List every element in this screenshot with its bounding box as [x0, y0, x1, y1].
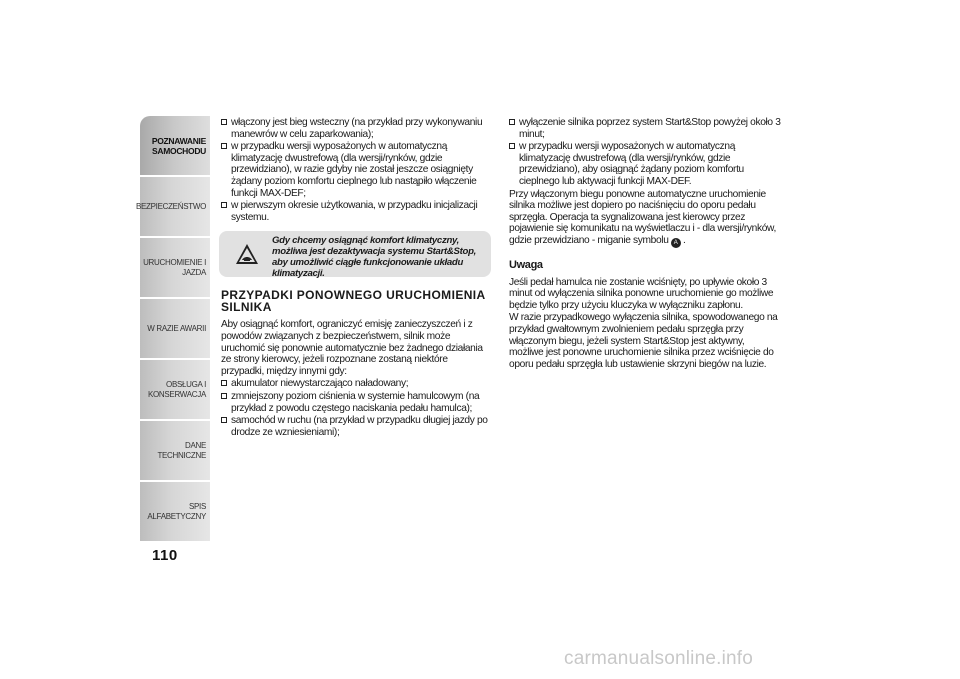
right-column [509, 117, 781, 371]
start-stop-symbol-icon: A [671, 238, 681, 248]
page-number: 110 [152, 547, 178, 564]
tab-spis-alfabetyczny[interactable] [140, 482, 210, 541]
paragraph-brake: Jeśli pedał hamulca nie zostanie wciśnięty, po upływie około 3 minut od wyłączenia silnika ponowne uruchomienie go możliwe będzie tylko przy użyciu kluczyka w wyłączniku zapłonu. [509, 276, 774, 311]
chapter-sidebar [135, 116, 210, 543]
paragraph-restart-text: Przy włączonym biegu ponowne automatyczne uruchomienie silnika możliwe jest dopiero po naciśnięciu do oporu pedału sprzęgła. Operacja ta sygnalizowana jest kierowcy przez pojawienie się komunikatu na wyświetlaczu i - dla wersji/rynków, gdzie przewidziano - miganie symbolu [509, 188, 776, 246]
list-item: zmniejszony poziom ciśnienia w systemie hamulcowym (na przykład z powodu częstego naciskania pedału hamulca); [221, 391, 493, 414]
list-item: w przypadku wersji wyposażonych w automatyczną klimatyzację dwustrefową (dla wersji/rynków, gdzie przewidziano), w razie gdyby nie został jeszcze osiągnięty żądany poziom komfortu cieplnego lub nastąpiło włączenie funkcji MAX-DEF; [221, 141, 493, 199]
list-item: akumulator niewystarczająco naładowany; [221, 378, 493, 390]
tab-label: POZNAWANIE SAMOCHODU [151, 135, 206, 156]
paragraph-accidental-stop: W razie przypadkowego wyłączenia silnika, spowodowanego na przykład gwałtownym zwolnieniem pedału sprzęgła przy włączonym biegu, jeżeli system Start&Stop jest aktywny, możliwe jest ponowne uruchomienie silnika przez wciśnięcie do oporu pedału sprzęgła lub ustawienie skrzyni biegów na luzie. [509, 312, 778, 370]
tab-poznawanie-samochodu[interactable] [140, 116, 210, 175]
tab-label: SPIS ALFABETYCZNY [147, 501, 206, 521]
list-item: wyłączenie silnika poprzez system Start&Stop powyżej około 3 minut; [509, 117, 781, 140]
list-item: w pierwszym okresie użytkowania, w przypadku inicjalizacji systemu. [221, 200, 493, 223]
list-item: włączony jest bieg wsteczny (na przykład przy wykonywaniu manewrów w celu zaparkowania); [221, 117, 493, 140]
tab-dane-techniczne[interactable] [140, 421, 210, 480]
left-column [221, 117, 493, 439]
tab-bezpieczenstwo[interactable] [135, 177, 210, 236]
watermark: carmanualsonline.info [564, 648, 754, 669]
tab-label: URUCHOMIENIE I JAZDA [143, 257, 206, 277]
warning-triangle-icon [235, 243, 259, 265]
paragraph-restart: Przy włączonym biegu ponowne automatyczne uruchomienie silnika możliwe jest dopiero po naciśnięciu do oporu pedału sprzęgła. Operacja ta sygnalizowana jest kierowcy przez pojawienie się komunikatu na wyświetlaczu i - dla wersji/rynków, gdzie przewidziano - miganie symbolu A . [509, 188, 776, 246]
list-item: samochód w ruchu (na przykład w przypadku długiej jazdy po drodze ze wzniesieniami); [221, 415, 493, 438]
tab-label: W RAZIE AWARII [147, 323, 206, 333]
warning-note [219, 231, 491, 280]
list-item: w przypadku wersji wyposażonych w automatyczną klimatyzację dwustrefową (dla wersji/rynków, gdzie przewidziano), aby osiągnąć żądany poziom komfortu cieplnego lub aktywacji funkcji MAX-DEF. [509, 141, 781, 187]
section-title: PRZYPADKI PONOWNEGO URUCHOMIENIA SILNIKA [221, 288, 486, 315]
tab-label: DANE TECHNICZNE [157, 440, 206, 460]
warning-note-text: Gdy chcemy osiągnąć komfort klimatyczny, możliwa jest dezaktywacja systemu Start&Stop, aby umożliwić ciągłe funkcjonowanie układu klimatyzacji. [272, 235, 477, 280]
tab-obsluga-i-konserwacja[interactable] [140, 360, 210, 419]
tab-w-razie-awarii[interactable] [140, 299, 210, 358]
intro-paragraph: Aby osiągnąć komfort, ograniczyć emisję zanieczyszczeń i z powodów związanych z bezpieczeństwem, silnik może uruchomić się ponownie automatycznie bez żadnego działania ze strony kierowcy, jeżeli rozpoznane zostaną niektóre przypadki, między innymi gdy: [221, 319, 483, 377]
note-heading: Uwaga [509, 258, 543, 271]
tab-uruchomienie-i-jazda[interactable] [140, 238, 210, 297]
tab-label: BEZPIECZEŃSTWO [135, 201, 206, 211]
tab-label: OBSŁUGA I KONSERWACJA [147, 379, 206, 399]
